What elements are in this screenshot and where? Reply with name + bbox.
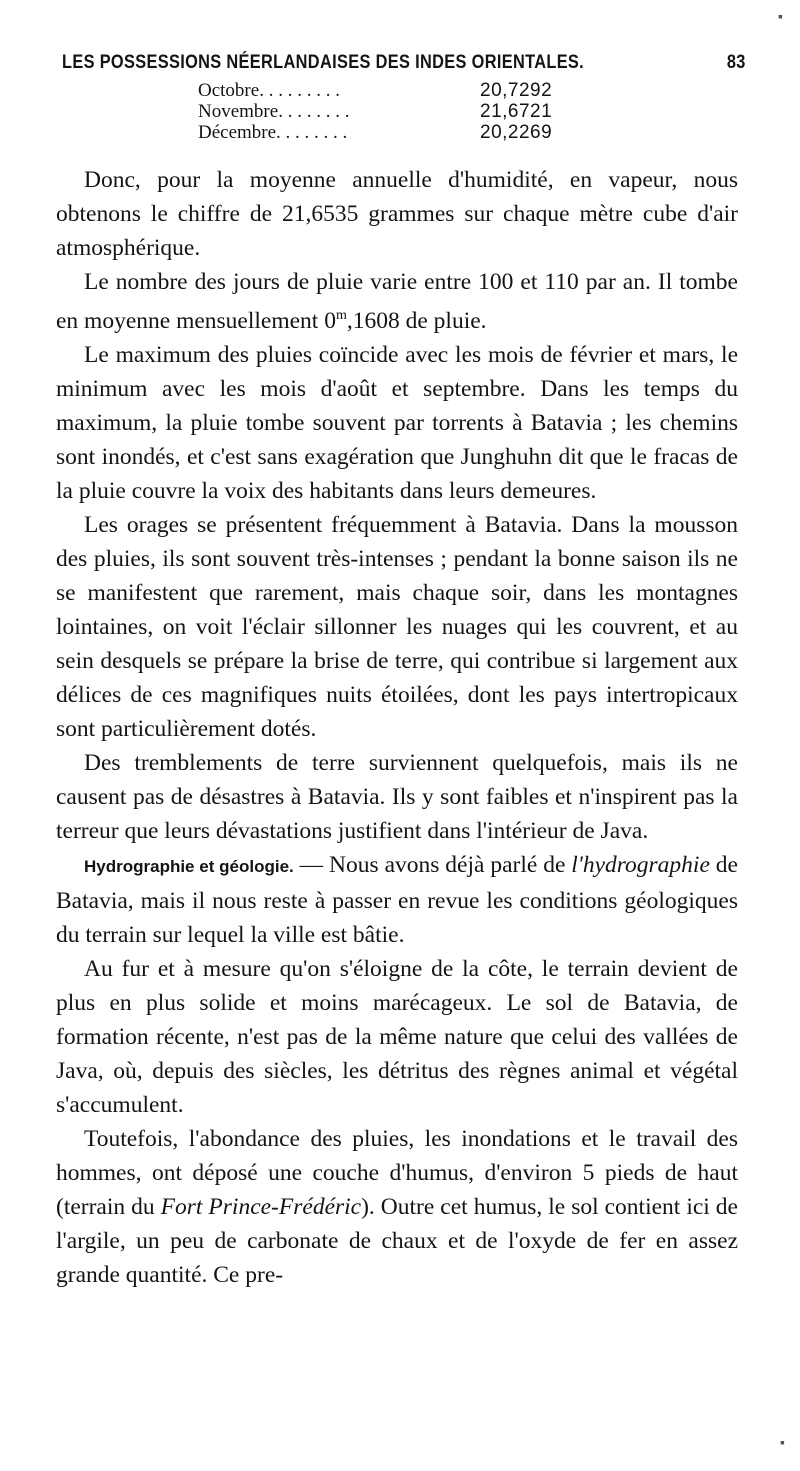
paragraph-terrain: Au fur et à mesure qu'on s'éloigne de la côte, le terrain devient de plus en plus solide et moins marécageux. Le sol de Batavia, de formation récente, n'est pas de la même nature que celui des vallées de Java, où, depuis des siècles, les détritus des règnes animal et végétal s'accumulent.: [56, 955, 738, 1118]
paragraph-text: Toutefois, l'abondance des pluies, les inondations et le travail des hommes, ont déposé une couche d'humus, d'environ 5 pieds de haut (terrain du: [56, 1125, 738, 1220]
paragraph-text: ). Outre cet humus, le sol contient ici de l'argile, un peu de carbonate de chaux et de l'oxyde de fer en assez grande quantité. Ce pre-: [56, 1193, 738, 1288]
paragraph-humus: [56, 1122, 738, 1292]
month-label: Octobre. . . . . . . . .: [198, 80, 340, 101]
table-row: [198, 122, 618, 143]
table-row: [198, 80, 618, 101]
paragraph-humidity-average: Donc, pour la moyenne annuelle d'humidité, en vapeur, nous obtenons le chiffre de 21,6535 grammes sur chaque mètre cube d'air atmosphérique.: [56, 167, 738, 261]
paragraph-text: — Nous avons déjà parlé de: [293, 851, 572, 878]
paragraph-text: Le nombre des jours de pluie varie entre 100 et 110 par an. Il tombe en moyenne mensuellement 0: [56, 269, 738, 334]
paragraph-rain-maximum: Le maximum des pluies coïncide avec les mois de février et mars, le minimum avec les mois d'août et septembre. Dans les temps du maximum, la pluie tombe souvent par torrents à Batavia ; les chemins sont inondés, et c'est sans exagération que Junghuhn dit que le fracas de la pluie couvre la voix des habitants dans leurs demeures.: [56, 341, 738, 504]
humidity-value: 20,7292: [480, 80, 553, 101]
paragraph-rain-days: [56, 265, 738, 338]
month-label: Novembre. . . . . . . .: [198, 101, 350, 122]
section-heading: Hydrographie et géologie.: [84, 856, 294, 876]
month-label: Décembre. . . . . . . .: [198, 122, 348, 143]
running-header: [62, 52, 746, 74]
unit-superscript: m: [335, 308, 347, 323]
humidity-value: 21,6721: [480, 101, 553, 122]
humidity-value: 20,2269: [480, 122, 553, 143]
paragraph-text: de Batavia, mais il nous reste à passer en revue les conditions géologiques du terrain sur lequel la ville est bâtie.: [56, 851, 738, 948]
humidity-table: [198, 80, 618, 143]
scan-speck: ▪: [778, 10, 783, 25]
page-number: 83: [726, 52, 746, 73]
running-title: LES POSSESSIONS NÉERLANDAISES DES INDES ORIENTALES.: [62, 52, 585, 73]
paragraph-earthquakes: Des tremblements de terre surviennent quelquefois, mais ils ne causent pas de désastres à Batavia. Ils y sont faibles et n'inspirent pas la terreur que leurs dévastations justifient dans l'intérieur de Java.: [56, 749, 738, 844]
paragraph-hydrography: [56, 848, 738, 952]
scan-speck: ▪: [780, 1436, 785, 1451]
table-row: [198, 101, 618, 122]
paragraph-text: ,1608 de pluie.: [346, 307, 487, 334]
italic-term: l'hydrographie: [571, 851, 710, 878]
italic-term: Fort Prince-Frédéric: [160, 1193, 362, 1220]
paragraph-storms: Les orages se présentent fréquemment à Batavia. Dans la mousson des pluies, ils sont souvent très-intenses ; pendant la bonne saison ils ne se manifestent que rarement, mais chaque soir, dans les montagnes lointaines, on voit l'éclair sillonner les nuages qui les couvrent, et au sein desquels se prépare la brise de terre, qui contribue si largement aux délices de ces magnifiques nuits étoilées, dont les pays intertropicaux sont particulièrement dotés.: [56, 511, 738, 742]
document-page: [56, 52, 746, 1292]
